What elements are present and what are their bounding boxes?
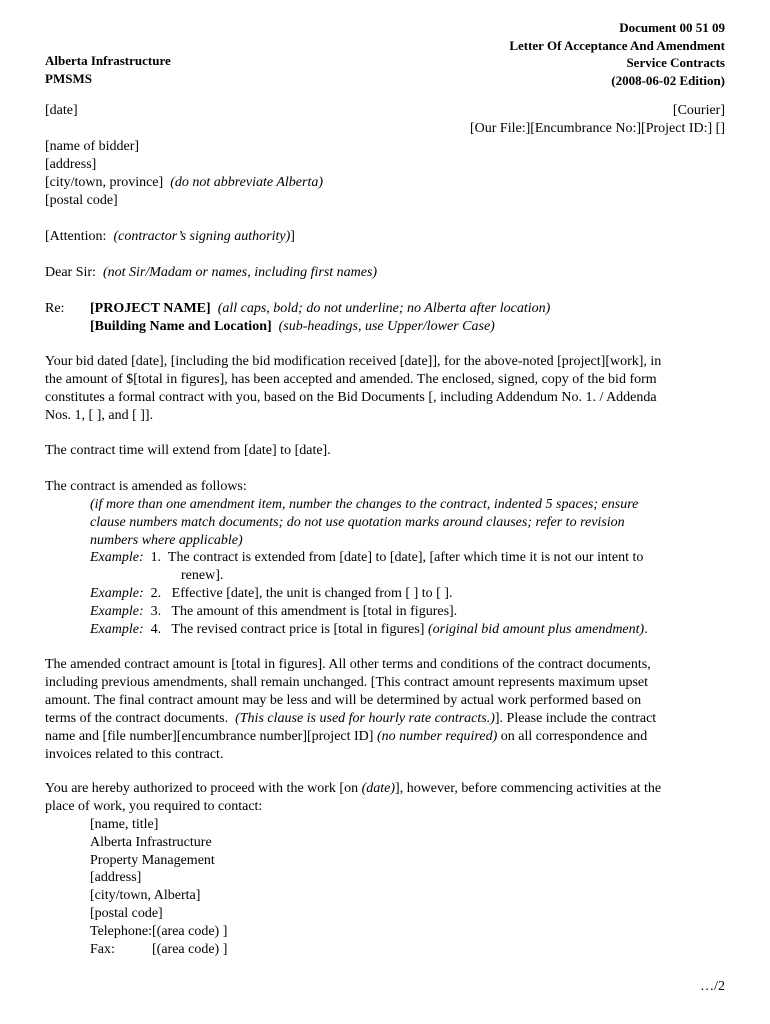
contact-organization: Alberta Infrastructure — [90, 834, 212, 850]
building-name: [Building Name and Location] — [90, 319, 272, 334]
paragraph-text: ], however, before commencing activities at the — [395, 781, 662, 796]
example-note: (original bid amount plus amendment) — [427, 622, 645, 637]
document-header — [509, 19, 725, 89]
paragraph-text: terms of the contract documents. — [45, 711, 229, 726]
contact-telephone — [90, 923, 227, 941]
example-continuation: renew]. — [181, 568, 224, 583]
organization-name: Alberta Infrastructure — [45, 53, 171, 68]
attention-note: (contractor’s signing authority) — [113, 229, 291, 244]
page-continuation: …/2 — [700, 979, 725, 994]
recipient-postal: [postal code] — [45, 193, 118, 208]
example-text: The contract is extended from [date] to [date], [after which time it is not our intent to — [167, 550, 644, 565]
fax-value: [(area code) ] — [152, 941, 228, 957]
paragraph-line: the amount of $[total in figures], has been accepted and amended. The enclosed, signed, copy of the bid form — [45, 372, 657, 387]
re-project-line — [90, 300, 550, 318]
example-label: Example: — [90, 604, 144, 619]
example-number: 4. — [150, 622, 162, 637]
contact-address: [address] — [90, 870, 142, 886]
recipient-street: [address] — [45, 157, 97, 172]
attention-prefix: [Attention: — [45, 229, 107, 244]
contact-postal: [postal code] — [90, 905, 163, 921]
paragraph-line — [45, 780, 725, 798]
re-label: Re: — [45, 301, 65, 316]
instruction-line: clause numbers match documents; do not use quotation marks around clauses; refer to revision — [90, 515, 625, 530]
example-item — [90, 603, 457, 621]
salutation-text: Dear Sir: — [45, 265, 96, 280]
contact-block — [90, 816, 227, 958]
example-item — [90, 585, 452, 603]
authorization-paragraph — [45, 780, 725, 816]
document-title: Letter Of Acceptance And Amendment — [509, 37, 725, 53]
recipient-city-line — [45, 174, 323, 192]
example-item — [90, 549, 643, 567]
paragraph-line: constitutes a formal contract with you, based on the Bid Documents [, including Addendum No. 1. / Addenda — [45, 390, 657, 405]
recipient-city: [city/town, province] — [45, 175, 164, 190]
paragraph-line — [45, 728, 725, 746]
telephone-value: [(area code) ] — [152, 923, 228, 939]
amended-amount-paragraph — [45, 656, 725, 764]
document-edition: (2008-06-02 Edition) — [611, 72, 725, 88]
recipient-address — [45, 138, 323, 210]
salutation — [45, 264, 377, 282]
fax-label: Fax: — [90, 941, 115, 957]
amendment-intro: The contract is amended as follows: — [45, 479, 247, 494]
paragraph-text: ]. Please include the contract — [494, 711, 657, 726]
example-number: 1. — [150, 550, 162, 565]
paragraph-text: name and [file number][encumbrance number][project ID] — [45, 729, 374, 744]
example-label: Example: — [90, 586, 144, 601]
paragraph-line: invoices related to this contract. — [45, 747, 224, 762]
example-number: 3. — [150, 604, 162, 619]
example-end: . — [644, 622, 648, 637]
example-text: The revised contract price is [total in figures] — [171, 622, 425, 637]
example-label: Example: — [90, 550, 144, 565]
salutation-note: (not Sir/Madam or names, including first names) — [102, 265, 378, 280]
telephone-label: Telephone: — [90, 923, 152, 939]
paragraph-line: amount. The final contract amount may be less and will be determined by actual work performed based on — [45, 693, 642, 708]
project-note: (all caps, bold; do not underline; no Alberta after location) — [217, 301, 551, 316]
date-note: (date) — [361, 781, 396, 796]
example-number: 2. — [150, 586, 162, 601]
acceptance-paragraph — [45, 353, 725, 425]
courier-line: [Courier] — [672, 103, 725, 118]
attention-line — [45, 228, 295, 246]
paragraph-line: place of work, you required to contact: — [45, 799, 263, 814]
paragraph-text: You are hereby authorized to proceed with the work [on — [45, 781, 359, 796]
contact-fax — [90, 941, 227, 959]
instruction-line: numbers where applicable) — [90, 533, 243, 548]
letter-date: [date] — [45, 103, 78, 118]
paragraph-line: including previous amendments, shall remain unchanged. [This contract amount represents maximum upset — [45, 675, 649, 690]
paragraph-line: The amended contract amount is [total in figures]. All other terms and conditions of the contract documents, — [45, 657, 651, 672]
contact-city: [city/town, Alberta] — [90, 888, 201, 904]
contract-time: The contract time will extend from [date] to [date]. — [45, 443, 331, 458]
amendment-instructions — [90, 496, 710, 550]
re-building-line — [90, 318, 495, 336]
example-item — [90, 621, 648, 639]
hourly-rate-note: (This clause is used for hourly rate contracts.) — [235, 711, 495, 726]
paragraph-line: Nos. 1, [ ], and [ ]]. — [45, 408, 154, 423]
recipient-name: [name of bidder] — [45, 139, 140, 154]
building-note: (sub-headings, use Upper/lower Case) — [278, 319, 495, 334]
example-text: The amount of this amendment is [total in figures]. — [171, 604, 458, 619]
example-label: Example: — [90, 622, 144, 637]
city-note: (do not abbreviate Alberta) — [170, 175, 323, 190]
number-note: (no number required) — [376, 729, 498, 744]
contact-department: Property Management — [90, 852, 215, 868]
department-name: PMSMS — [45, 70, 92, 86]
paragraph-line — [45, 710, 725, 728]
example-text: Effective [date], the unit is changed from [ ] to [ ]. — [171, 586, 453, 601]
instruction-line: (if more than one amendment item, number the changes to the contract, indented 5 spaces; ensure — [90, 497, 639, 512]
paragraph-text: on all correspondence and — [500, 729, 648, 744]
contact-name: [name, title] — [90, 817, 159, 832]
attention-suffix: ] — [290, 229, 295, 244]
file-reference: [Our File:][Encumbrance No:][Project ID:] [] — [469, 121, 725, 136]
project-name: [PROJECT NAME] — [90, 301, 211, 316]
organization-header — [45, 52, 171, 87]
paragraph-line: Your bid dated [date], [including the bid modification received [date]], for the above-noted [project][work], in — [45, 354, 662, 369]
document-number: Document 00 51 09 — [619, 20, 725, 35]
document-type: Service Contracts — [626, 55, 725, 70]
